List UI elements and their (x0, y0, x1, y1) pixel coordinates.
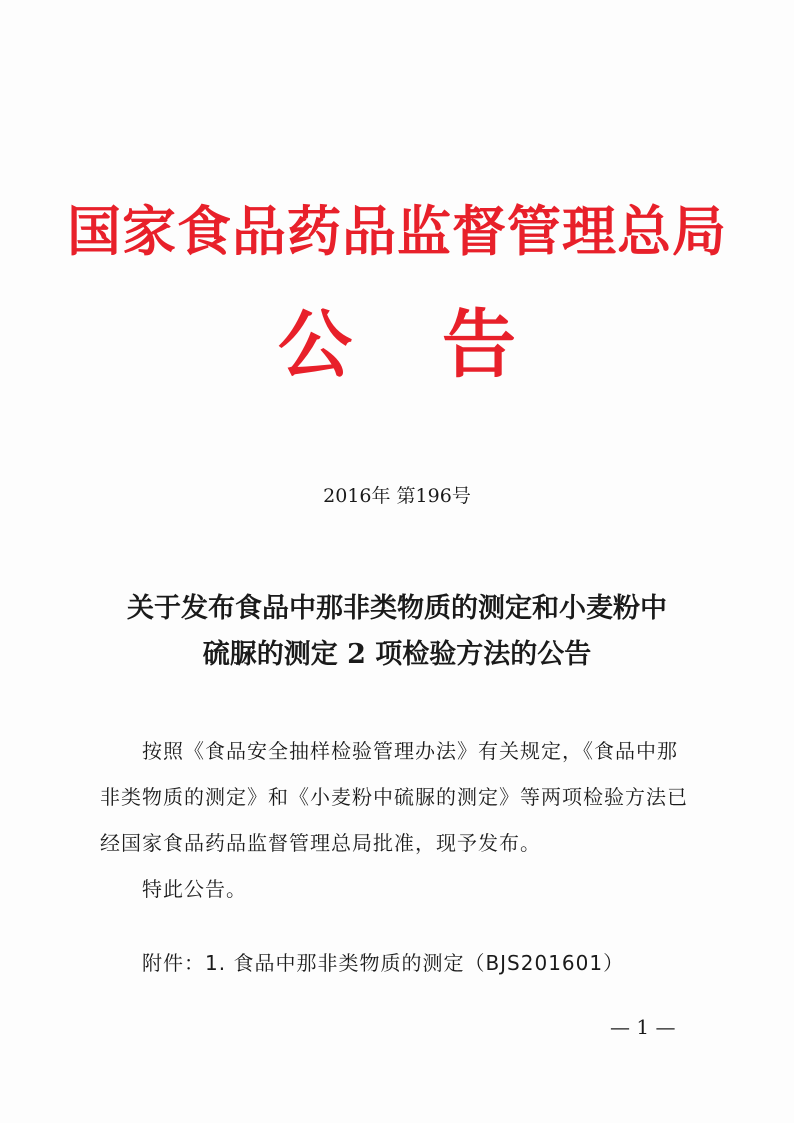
agency-name-heading: 国家食品药品监督管理总局 (67, 199, 727, 263)
notice-heading (0, 302, 794, 388)
attachment-line: 附件：1. 食品中那非类物质的测定（BJS201601） (142, 951, 625, 975)
paragraph-1-line-1: 按照《食品安全抽样检验管理办法》有关规定，《食品中那 (142, 739, 678, 763)
title-line-2: 硫脲的测定 2 项检验方法的公告 (202, 639, 592, 670)
paragraph-1-line-3: 经国家食品药品监督管理总局批准，现予发布。 (100, 831, 541, 855)
body-paragraph-2: 特此公告。 (142, 877, 247, 901)
page-number: — 1 — (610, 1015, 676, 1039)
document-number: 2016年 第196号 (323, 485, 471, 507)
announcement-title (0, 586, 794, 678)
notice-char-gao: 告 (442, 302, 516, 388)
paragraph-1-line-2: 非类物质的测定》和《小麦粉中硫脲的测定》等两项检验方法已 (100, 785, 688, 809)
notice-char-gong: 公 (278, 302, 352, 388)
title-line-1: 关于发布食品中那非类物质的测定和小麦粉中 (127, 593, 667, 624)
body-paragraph-1 (100, 728, 700, 866)
